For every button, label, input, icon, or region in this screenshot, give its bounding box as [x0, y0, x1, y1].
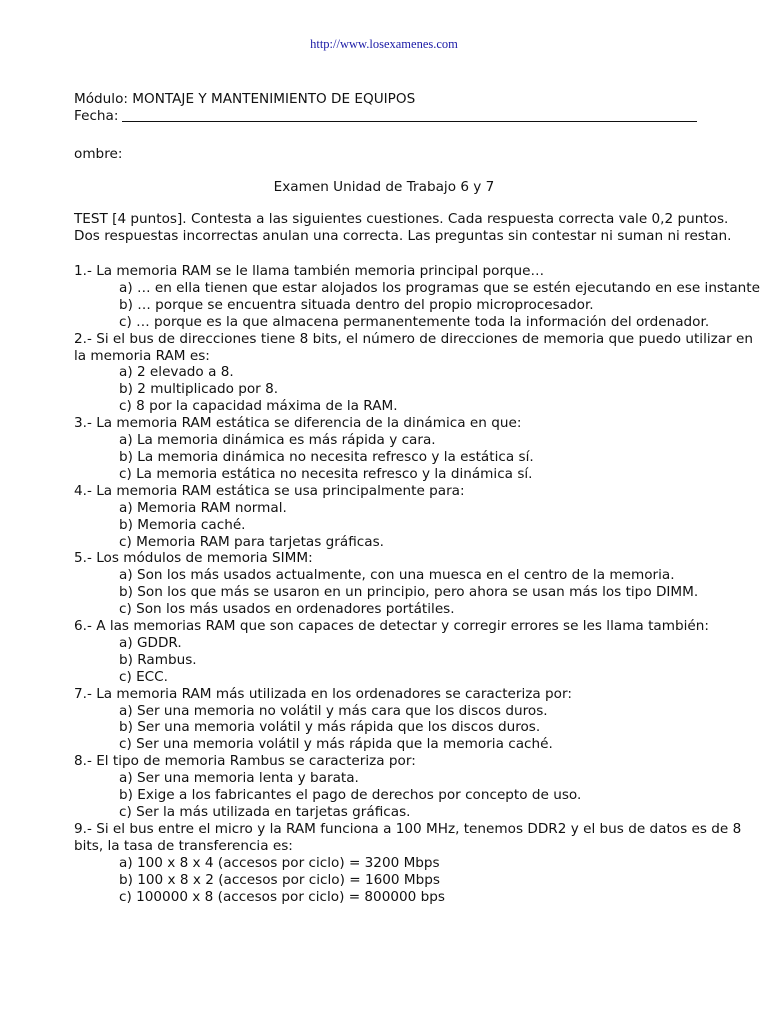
exam-title: Examen Unidad de Trabajo 6 y 7: [273, 179, 495, 195]
answer-option: b) Exige a los fabricantes el pago de derechos por concepto de uso.: [119, 787, 582, 804]
instructions-line-1: TEST [4 puntos]. Contesta a las siguientes cuestiones. Cada respuesta correcta vale 0,2 puntos.: [74, 211, 729, 227]
answer-option: c) Son los más usados en ordenadores portátiles.: [119, 601, 455, 618]
answer-option: b) 2 multiplicado por 8.: [119, 381, 279, 398]
question-8: [74, 753, 768, 821]
question-list: [74, 263, 768, 905]
answer-option: b) Son los que más se usaron en un principio, pero ahora se usan más los tipo DIMM.: [119, 584, 699, 601]
fecha-underline: [122, 121, 697, 122]
nombre-label: ombre:: [74, 146, 123, 162]
answer-option: a) Memoria RAM normal.: [119, 499, 287, 516]
answer-option: a) La memoria dinámica es más rápida y cara.: [119, 432, 436, 449]
question-text: 5.- Los módulos de memoria SIMM:: [74, 550, 313, 567]
answer-option: a) GDDR.: [119, 634, 182, 651]
answer-option: a) 2 elevado a 8.: [119, 364, 234, 381]
answer-option: c) Ser la más utilizada en tarjetas gráficas.: [119, 804, 411, 820]
question-text: 7.- La memoria RAM más utilizada en los ordenadores se caracteriza por:: [74, 685, 572, 702]
answer-option: c) … porque es la que almacena permanentemente toda la información del ordenador.: [119, 313, 710, 330]
answer-option: c) 100000 x 8 (accesos por ciclo) = 800000 bps: [119, 888, 445, 905]
question-6: [74, 618, 768, 686]
question-9: [74, 821, 768, 906]
answer-option: a) … en ella tienen que estar alojados los programas que se estén ejecutando en ese instante: [119, 279, 760, 296]
answer-option: c) 8 por la capacidad máxima de la RAM.: [119, 398, 398, 415]
answer-option: c) ECC.: [119, 668, 168, 685]
modulo-line: Módulo: MONTAJE Y MANTENIMIENTO DE EQUIPOS: [74, 91, 416, 107]
answer-option: b) La memoria dinámica no necesita refresco y la estática sí.: [119, 448, 534, 465]
answer-option: a) 100 x 8 x 4 (accesos por ciclo) = 3200 Mbps: [119, 854, 440, 871]
fecha-line: Fecha:: [74, 108, 119, 124]
answer-option: b) Ser una memoria volátil y más rápida que los discos duros.: [119, 719, 541, 736]
question-5: [74, 550, 768, 618]
answer-option: c) Ser una memoria volátil y más rápida que la memoria caché.: [119, 736, 553, 753]
answer-option: c) La memoria estática no necesita refresco y la dinámica sí.: [119, 465, 533, 482]
exam-instructions: [74, 211, 731, 245]
answer-option: a) Ser una memoria lenta y barata.: [119, 770, 359, 787]
question-3: [74, 415, 768, 483]
question-1: [74, 263, 768, 331]
question-text: 1.- La memoria RAM se le llama también memoria principal porque…: [74, 263, 545, 279]
question-2: [74, 331, 768, 416]
answer-option: c) Memoria RAM para tarjetas gráficas.: [119, 533, 384, 550]
question-text: 2.- Si el bus de direcciones tiene 8 bits, el número de direcciones de memoria que puedo utilizar en la memoria RAM es:: [74, 330, 753, 364]
question-7: [74, 686, 768, 754]
answer-option: b) 100 x 8 x 2 (accesos por ciclo) = 1600 Mbps: [119, 871, 440, 888]
answer-option: b) Rambus.: [119, 651, 197, 668]
instructions-line-2: Dos respuestas incorrectas anulan una correcta. Las preguntas sin contestar ni suman ni restan.: [74, 228, 732, 244]
answer-option: b) … porque se encuentra situada dentro del propio microprocesador.: [119, 296, 594, 313]
exam-header: [74, 91, 700, 125]
answer-option: b) Memoria caché.: [119, 516, 246, 533]
question-text: 8.- El tipo de memoria Rambus se caracteriza por:: [74, 753, 416, 770]
header-url-link[interactable]: http://www.losexamenes.com: [310, 37, 458, 51]
question-text: 4.- La memoria RAM estática se usa principalmente para:: [74, 482, 465, 499]
question-text: 6.- A las memorias RAM que son capaces de detectar y corregir errores se les llama también:: [74, 618, 709, 635]
question-text: 3.- La memoria RAM estática se diferencia de la dinámica en que:: [74, 415, 522, 432]
answer-option: a) Son los más usados actualmente, con una muesca en el centro de la memoria.: [119, 567, 675, 584]
question-4: [74, 483, 768, 551]
question-text: 9.- Si el bus entre el micro y la RAM funciona a 100 MHz, tenemos DDR2 y el bus de datos es de 8 bits, la tasa de transferencia es:: [74, 820, 742, 854]
answer-option: a) Ser una memoria no volátil y más cara que los discos duros.: [119, 702, 548, 719]
